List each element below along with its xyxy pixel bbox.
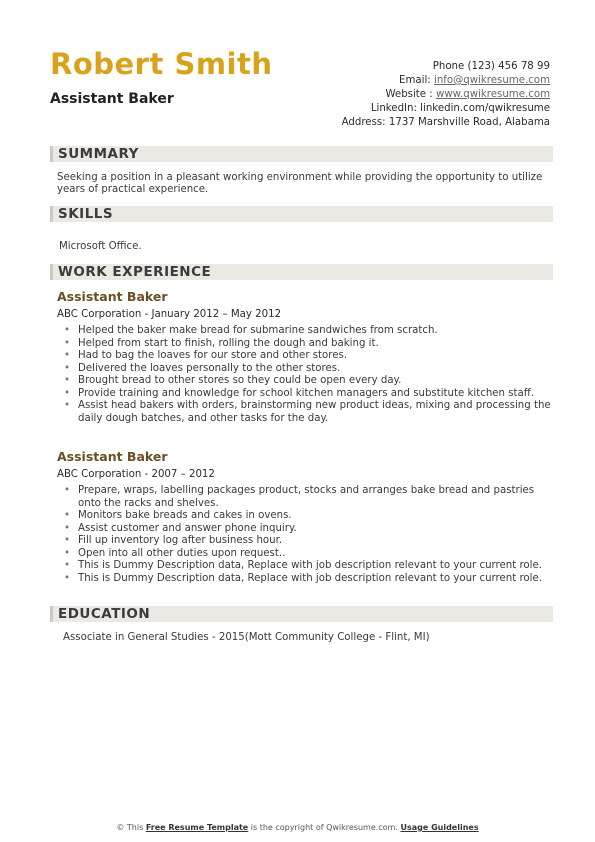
- contact-phone: Phone (123) 456 78 99: [432, 61, 550, 72]
- summary-text: Seeking a position in a pleasant working environment while providing the opportunity to utilize years of practical experience.: [57, 172, 543, 195]
- contact-linkedin: LinkedIn: linkedin.com/qwikresume: [370, 103, 550, 114]
- list-item: • This is Dummy Description data, Replace with job description relevant to your current role.: [62, 573, 552, 586]
- list-item: • Assist head bakers with orders, brainstorming new product ideas, mixing and processing the daily dough batches, and other tasks for the day.: [62, 400, 552, 425]
- job-bullets: [62, 325, 552, 425]
- work-title: WORK EXPERIENCE: [58, 264, 212, 280]
- summary-title: SUMMARY: [58, 146, 139, 162]
- email-link[interactable]: info@qwikresume.com: [433, 75, 550, 86]
- list-item: • Open into all other duties upon request..: [62, 548, 552, 561]
- list-item: • Provide training and knowledge for school kitchen managers and substitute kitchen staff.: [62, 388, 552, 401]
- footer-middle: is the copyright of Qwikresume.com.: [250, 823, 398, 832]
- list-item: • Fill up inventory log after business hour.: [62, 535, 552, 548]
- footer-prefix: © This: [116, 823, 144, 832]
- job-meta: ABC Corporation - January 2012 – May 2012: [57, 309, 282, 320]
- list-item: • This is Dummy Description data, Replace with job description relevant to your current role.: [62, 560, 552, 573]
- website-label: Website :: [385, 89, 433, 100]
- list-item: • Helped the baker make bread for submarine sandwiches from scratch.: [62, 325, 552, 338]
- candidate-role: Assistant Baker: [50, 91, 174, 107]
- contact-website: [342, 88, 550, 102]
- list-item: • Assist customer and answer phone inquiry.: [62, 523, 552, 536]
- list-item: • Had to bag the loaves for our store and other stores.: [62, 350, 552, 363]
- contact-block: [342, 60, 550, 130]
- education-title: EDUCATION: [58, 606, 151, 622]
- footer: [0, 822, 595, 834]
- candidate-name: Robert Smith: [50, 47, 273, 81]
- skills-title: SKILLS: [58, 206, 114, 222]
- education-text: Associate in General Studies - 2015(Mott Community College - Flint, MI): [63, 632, 430, 643]
- contact-email: [342, 74, 550, 88]
- list-item: • Helped from start to finish, rolling the dough and baking it.: [62, 338, 552, 351]
- education-section-header: [50, 606, 553, 622]
- list-item: • Delivered the loaves personally to the other stores.: [62, 363, 552, 376]
- list-item: • Brought bread to other stores so they could be open every day.: [62, 375, 552, 388]
- usage-guidelines-link[interactable]: Usage Guidelines: [400, 823, 479, 832]
- job-meta: ABC Corporation - 2007 – 2012: [57, 469, 215, 480]
- work-section-header: [50, 264, 553, 280]
- free-resume-template-link[interactable]: Free Resume Template: [145, 823, 249, 832]
- job-title: Assistant Baker: [57, 289, 168, 304]
- job-bullets: [62, 485, 552, 585]
- list-item: • Monitors bake breads and cakes in ovens.: [62, 510, 552, 523]
- skills-section-header: [50, 206, 553, 222]
- job-title: Assistant Baker: [57, 449, 168, 464]
- skills-text: Microsoft Office.: [59, 241, 142, 252]
- website-link[interactable]: www.qwikresume.com: [435, 89, 550, 100]
- summary-section-header: [50, 146, 553, 162]
- email-label: Email:: [399, 75, 431, 86]
- contact-address: Address: 1737 Marshville Road, Alabama: [341, 117, 550, 128]
- list-item: • Prepare, wraps, labelling packages product, stocks and arranges bake bread and pastries onto the racks and shelves.: [62, 485, 552, 510]
